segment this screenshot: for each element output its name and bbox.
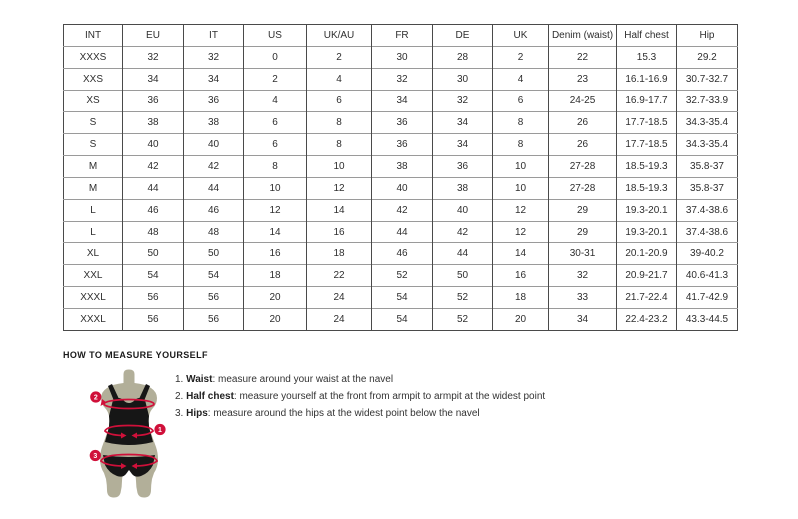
table-cell: 56	[123, 308, 184, 330]
table-cell: 40	[433, 199, 493, 221]
table-cell: 38	[123, 112, 184, 134]
table-cell: 12	[493, 221, 549, 243]
table-cell: 14	[244, 221, 307, 243]
table-cell: 35.8-37	[677, 177, 738, 199]
table-cell: 32.7-33.9	[677, 90, 738, 112]
table-cell: 29.2	[677, 46, 738, 68]
table-cell: 52	[433, 287, 493, 309]
table-cell: 14	[307, 199, 372, 221]
table-cell: 44	[123, 177, 184, 199]
table-cell: 24	[307, 287, 372, 309]
header-cell: UK/AU	[307, 25, 372, 47]
table-cell: 20.1-20.9	[617, 243, 677, 265]
table-cell: 16.9-17.7	[617, 90, 677, 112]
table-cell: 30	[433, 68, 493, 90]
size-chart-table	[63, 24, 738, 331]
table-cell: 6	[244, 112, 307, 134]
table-row	[64, 68, 738, 90]
table-row	[64, 308, 738, 330]
table-cell: 32	[372, 68, 433, 90]
table-cell: 24-25	[549, 90, 617, 112]
table-cell: 40	[123, 134, 184, 156]
table-cell: 39-40.2	[677, 243, 738, 265]
header-cell: Half chest	[617, 25, 677, 47]
table-header-row	[64, 25, 738, 47]
header-cell: EU	[123, 25, 184, 47]
table-cell: 4	[307, 68, 372, 90]
table-cell: S	[64, 134, 123, 156]
table-cell: 18	[244, 265, 307, 287]
table-cell: 54	[372, 287, 433, 309]
table-cell: 18	[493, 287, 549, 309]
table-cell: 38	[184, 112, 244, 134]
table-cell: 34	[372, 90, 433, 112]
table-cell: M	[64, 177, 123, 199]
table-cell: XXL	[64, 265, 123, 287]
header-cell: DE	[433, 25, 493, 47]
table-cell: 10	[307, 156, 372, 178]
table-cell: 33	[549, 287, 617, 309]
camisole-top	[105, 398, 153, 445]
measure-steps	[175, 371, 545, 422]
table-cell: 46	[184, 199, 244, 221]
table-cell: 8	[493, 134, 549, 156]
table-cell: 20	[244, 287, 307, 309]
table-cell: 36	[184, 90, 244, 112]
table-row	[64, 199, 738, 221]
table-cell: L	[64, 221, 123, 243]
table-cell: 28	[433, 46, 493, 68]
table-cell: 56	[184, 287, 244, 309]
table-cell: 52	[433, 308, 493, 330]
table-cell: 26	[549, 134, 617, 156]
table-cell: 29	[549, 221, 617, 243]
table-cell: 41.7-42.9	[677, 287, 738, 309]
mannequin-illustration-icon	[89, 369, 169, 501]
table-cell: 6	[493, 90, 549, 112]
table-cell: XXXL	[64, 308, 123, 330]
table-cell: 42	[433, 221, 493, 243]
measurement-diagram	[89, 369, 169, 501]
table-cell: 54	[184, 265, 244, 287]
table-cell: 56	[123, 287, 184, 309]
table-cell: 34	[184, 68, 244, 90]
table-cell: 27-28	[549, 156, 617, 178]
table-cell: 34	[433, 134, 493, 156]
table-cell: 20	[493, 308, 549, 330]
table-row	[64, 134, 738, 156]
table-cell: 19.3-20.1	[617, 221, 677, 243]
table-cell: 0	[244, 46, 307, 68]
table-cell: 46	[372, 243, 433, 265]
table-cell: 34	[549, 308, 617, 330]
half-chest-badge	[90, 391, 101, 402]
table-cell: 15.3	[617, 46, 677, 68]
table-cell: 42	[372, 199, 433, 221]
table-cell: 36	[123, 90, 184, 112]
table-cell: 16	[244, 243, 307, 265]
table-cell: 40	[184, 134, 244, 156]
table-cell: 38	[433, 177, 493, 199]
table-cell: 22.4-23.2	[617, 308, 677, 330]
table-cell: 35.8-37	[677, 156, 738, 178]
table-cell: 37.4-38.6	[677, 221, 738, 243]
table-row	[64, 287, 738, 309]
table-cell: S	[64, 112, 123, 134]
table-cell: 44	[372, 221, 433, 243]
table-cell: 46	[123, 199, 184, 221]
table-cell: 40.6-41.3	[677, 265, 738, 287]
table-cell: 14	[493, 243, 549, 265]
table-cell: 2	[493, 46, 549, 68]
section-title: HOW TO MEASURE YOURSELF	[63, 350, 208, 360]
table-cell: 20.9-21.7	[617, 265, 677, 287]
waist-badge-number: 1	[158, 426, 162, 434]
table-cell: 42	[184, 156, 244, 178]
table-row	[64, 177, 738, 199]
table-cell: 20	[244, 308, 307, 330]
table-cell: 19.3-20.1	[617, 199, 677, 221]
table-cell: 22	[307, 265, 372, 287]
table-cell: 2	[244, 68, 307, 90]
table-cell: 30	[372, 46, 433, 68]
table-cell: 40	[372, 177, 433, 199]
table-cell: 34	[123, 68, 184, 90]
table-cell: 24	[307, 308, 372, 330]
table-cell: 54	[372, 308, 433, 330]
table-cell: 37.4-38.6	[677, 199, 738, 221]
table-cell: 54	[123, 265, 184, 287]
table-cell: 12	[307, 177, 372, 199]
hips-badge	[90, 450, 101, 461]
table-row	[64, 243, 738, 265]
table-cell: 16	[307, 221, 372, 243]
table-cell: XXS	[64, 68, 123, 90]
table-cell: 16	[493, 265, 549, 287]
table-cell: 30-31	[549, 243, 617, 265]
table-cell: 32	[433, 90, 493, 112]
table-cell: 29	[549, 199, 617, 221]
table-cell: 50	[123, 243, 184, 265]
table-cell: 2	[307, 46, 372, 68]
table-row	[64, 90, 738, 112]
table-cell: 34.3-35.4	[677, 134, 738, 156]
table-cell: 27-28	[549, 177, 617, 199]
table-cell: 8	[493, 112, 549, 134]
table-cell: 6	[244, 134, 307, 156]
table-row	[64, 265, 738, 287]
header-cell: INT	[84, 29, 102, 41]
table-cell: XXXL	[64, 287, 123, 309]
table-cell: 17.7-18.5	[617, 134, 677, 156]
header-cell: IT	[184, 25, 244, 47]
table-body	[64, 46, 738, 330]
table-cell: 34.3-35.4	[677, 112, 738, 134]
table-cell: 52	[372, 265, 433, 287]
table-cell: 36	[372, 112, 433, 134]
measure-step: 2. Half chest: measure yourself at the front from armpit to armpit at the widest point	[175, 391, 546, 402]
table-cell: 22	[549, 46, 617, 68]
table-cell: 17.7-18.5	[617, 112, 677, 134]
table-cell: 36	[372, 134, 433, 156]
measure-step: 3. Hips: measure around the hips at the widest point below the navel	[175, 408, 480, 419]
table-cell: 18.5-19.3	[617, 177, 677, 199]
header-cell: US	[244, 25, 307, 47]
table-cell: 10	[493, 177, 549, 199]
half-chest-badge-number: 2	[93, 394, 98, 402]
table-row	[64, 221, 738, 243]
table-cell: 4	[244, 90, 307, 112]
table-cell: 56	[184, 308, 244, 330]
table-cell: 32	[184, 46, 244, 68]
table-cell: XL	[64, 243, 123, 265]
table-cell: 50	[184, 243, 244, 265]
table-cell: 38	[372, 156, 433, 178]
table-cell: 18.5-19.3	[617, 156, 677, 178]
table-cell: 48	[184, 221, 244, 243]
table-cell: 36	[433, 156, 493, 178]
measure-step: 1. Waist: measure around your waist at the navel	[175, 374, 394, 385]
table-cell: 8	[307, 134, 372, 156]
table-cell: 4	[493, 68, 549, 90]
hips-badge-number: 3	[93, 452, 98, 460]
table-cell: 48	[123, 221, 184, 243]
table-cell: 10	[493, 156, 549, 178]
table-cell: 30.7-32.7	[677, 68, 738, 90]
table-cell: 8	[307, 112, 372, 134]
table-cell: XS	[64, 90, 123, 112]
table-cell: M	[64, 156, 123, 178]
table-cell: 26	[549, 112, 617, 134]
table-cell: L	[64, 199, 123, 221]
header-cell: FR	[372, 25, 433, 47]
table-cell: 23	[549, 68, 617, 90]
table-cell: 50	[433, 265, 493, 287]
waist-badge	[154, 424, 165, 435]
table-cell: XXXS	[64, 46, 123, 68]
header-cell: UK	[493, 25, 549, 47]
table-cell: 32	[549, 265, 617, 287]
table-cell: 44	[184, 177, 244, 199]
table-row	[64, 156, 738, 178]
table-cell: 32	[123, 46, 184, 68]
table-cell: 42	[123, 156, 184, 178]
table-cell: 12	[493, 199, 549, 221]
table-cell: 16.1-16.9	[617, 68, 677, 90]
header-cell: Denim (waist)	[549, 25, 617, 47]
table-cell: 10	[244, 177, 307, 199]
table-cell: 6	[307, 90, 372, 112]
table-cell: 18	[307, 243, 372, 265]
table-cell: 43.3-44.5	[677, 308, 738, 330]
table-row	[64, 46, 738, 68]
table-row	[64, 112, 738, 134]
table-cell: 44	[433, 243, 493, 265]
header-cell: Hip	[677, 25, 738, 47]
table-cell: 21.7-22.4	[617, 287, 677, 309]
table-cell: 12	[244, 199, 307, 221]
table-cell: 8	[244, 156, 307, 178]
table-cell: 34	[433, 112, 493, 134]
